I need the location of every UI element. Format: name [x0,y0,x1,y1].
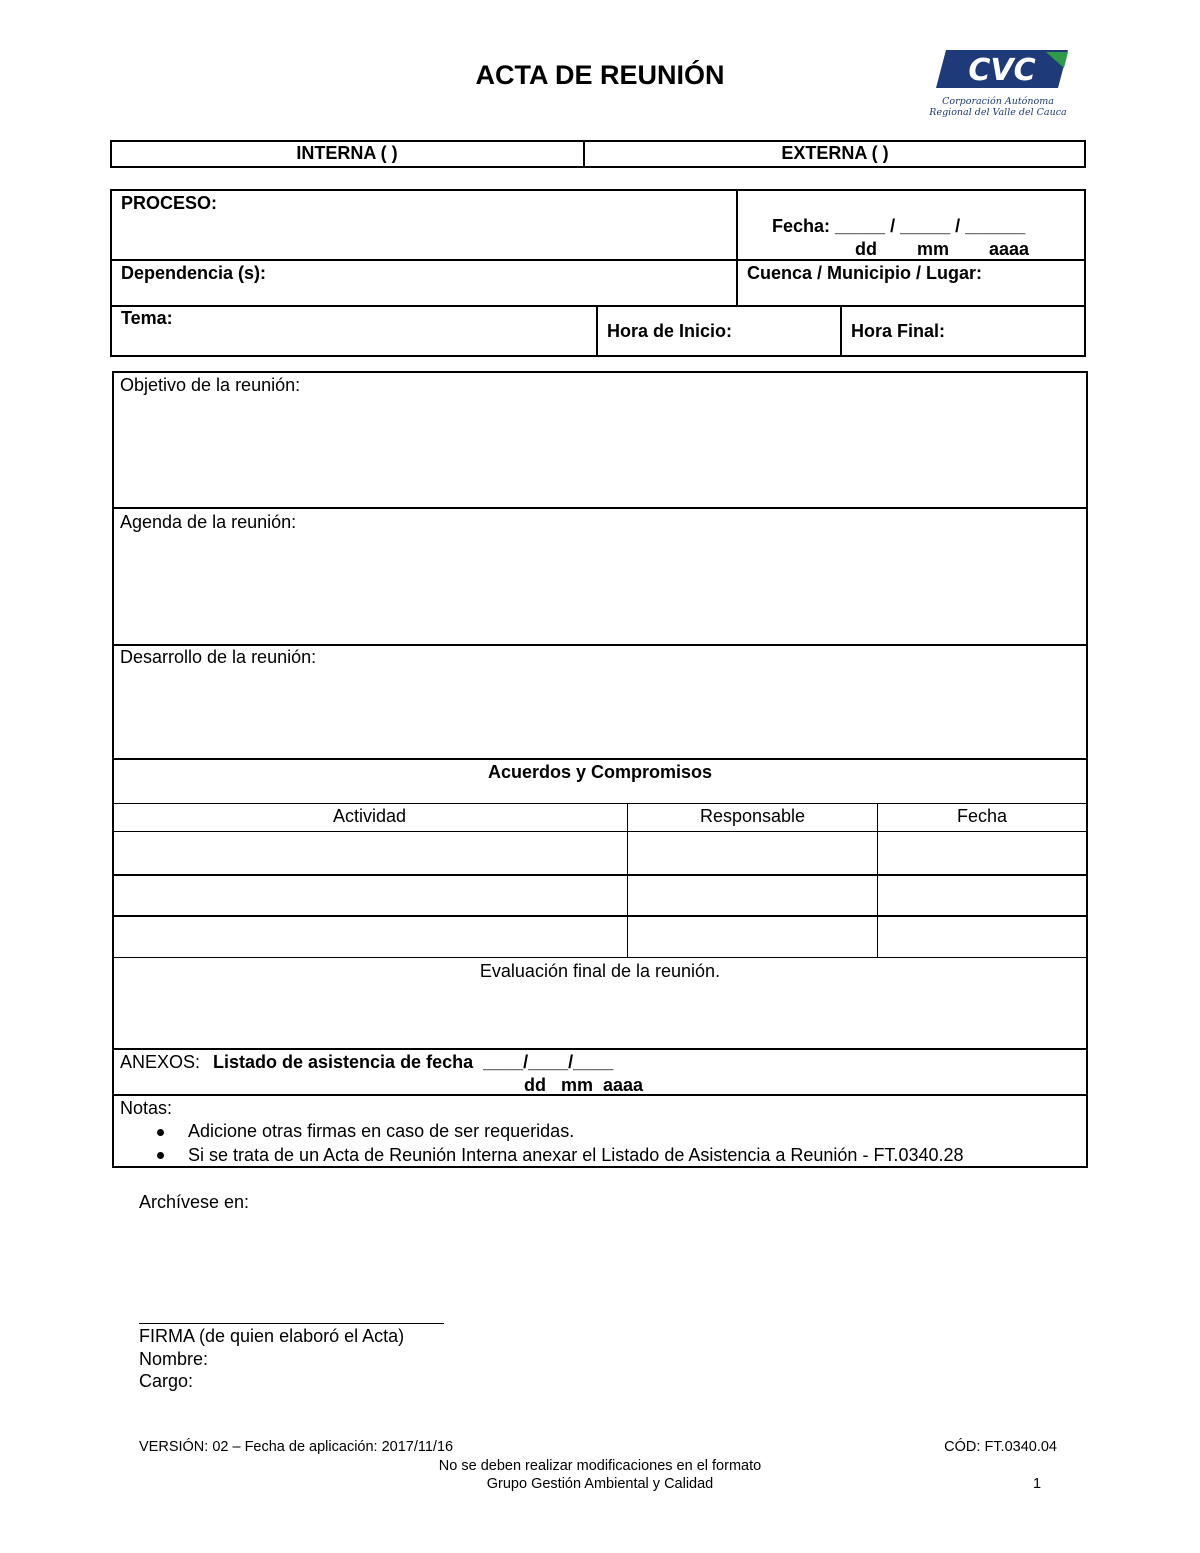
cvc-logo-mark [928,44,1074,96]
logo-subtitle-2: Regional del Valle del Cauca [929,107,1067,118]
externa-option[interactable]: EXTERNA ( ) [781,143,889,163]
line-after-acuerdos-title [112,803,1088,804]
info-divider-3 [840,305,842,357]
signature-line[interactable] [139,1323,444,1324]
line-after-agenda [112,644,1088,646]
line-after-desarrollo [112,758,1088,760]
table-cell-fecha-2[interactable] [879,877,1085,914]
footer-note: No se deben realizar modificaciones en el formato [438,1458,762,1474]
interna-option[interactable]: INTERNA ( ) [296,143,398,163]
bullet-icon [157,1129,164,1136]
archivese-label[interactable]: Archívese en: [139,1192,250,1212]
proceso-label[interactable]: PROCESO: [121,193,218,213]
firma-label: FIRMA (de quien elaboró el Acta) [139,1326,405,1346]
dependencia-label[interactable]: Dependencia (s): [121,263,267,283]
line-after-row-1 [112,874,1088,876]
cvc-logo-text: CVC [968,53,1036,88]
table-cell-fecha-1[interactable] [879,833,1085,873]
footer-page-number: 1 [1033,1476,1042,1492]
column-header-fecha: Fecha [956,806,1008,826]
table-cell-responsable-1[interactable] [629,833,876,873]
line-after-row-3 [112,957,1088,958]
table-cell-responsable-3[interactable] [629,918,876,956]
evaluacion-label[interactable]: Evaluación final de la reunión. [479,961,721,981]
footer-group: Grupo Gestión Ambiental y Calidad [486,1476,714,1492]
logo-subtitle-1: Corporación Autónoma [942,96,1054,107]
hora-final-label[interactable]: Hora Final: [851,321,946,341]
line-after-column-headers [112,831,1088,832]
table-cell-responsable-2[interactable] [629,877,876,914]
table-cell-actividad-3[interactable] [114,918,626,956]
nota-item-2: Si se trata de un Acta de Reunión Interna anexar el Listado de Asistencia a Reunión - FT.0340.28 [188,1145,964,1165]
column-header-responsable: Responsable [699,806,806,826]
hora-inicio-label[interactable]: Hora de Inicio: [607,321,733,341]
bullet-icon [157,1152,164,1159]
anexos-label: ANEXOS: [120,1052,201,1072]
line-after-objetivo [112,507,1088,509]
footer-version: VERSIÓN: 02 – Fecha de aplicación: 2017/11/16 [139,1439,454,1455]
table-cell-actividad-2[interactable] [114,877,626,914]
cuenca-label[interactable]: Cuenca / Municipio / Lugar: [747,263,983,283]
anexos-text[interactable]: Listado de asistencia de fecha ____/____/____ [213,1052,614,1072]
line-after-row-2 [112,915,1088,917]
cvc-logo [928,44,1074,120]
nota-item-1: Adicione otras firmas en caso de ser requeridas. [188,1121,575,1141]
tema-label[interactable]: Tema: [121,308,173,328]
table-cell-actividad-1[interactable] [114,833,626,873]
fecha-format-label: dd mm aaaa [855,239,1030,259]
notas-label: Notas: [120,1098,173,1118]
table-cell-fecha-3[interactable] [879,918,1085,956]
footer-code: CÓD: FT.0340.04 [944,1439,1057,1455]
fecha-field[interactable]: Fecha: _____ / _____ / ______ [772,216,1026,236]
info-divider-1 [736,189,738,306]
cargo-label[interactable]: Cargo: [139,1371,194,1391]
objetivo-label[interactable]: Objetivo de la reunión: [120,375,301,395]
info-row-line-2 [110,305,1086,307]
desarrollo-label[interactable]: Desarrollo de la reunión: [120,647,317,667]
line-after-evaluacion [112,1048,1088,1050]
nombre-label[interactable]: Nombre: [139,1349,209,1369]
anexos-date-format: dd mm aaaa [524,1075,644,1095]
document-title: ACTA DE REUNIÓN [475,60,725,90]
acuerdos-title: Acuerdos y Compromisos [487,762,713,782]
info-divider-2 [596,305,598,357]
agenda-label[interactable]: Agenda de la reunión: [120,512,297,532]
column-header-actividad: Actividad [332,806,407,826]
